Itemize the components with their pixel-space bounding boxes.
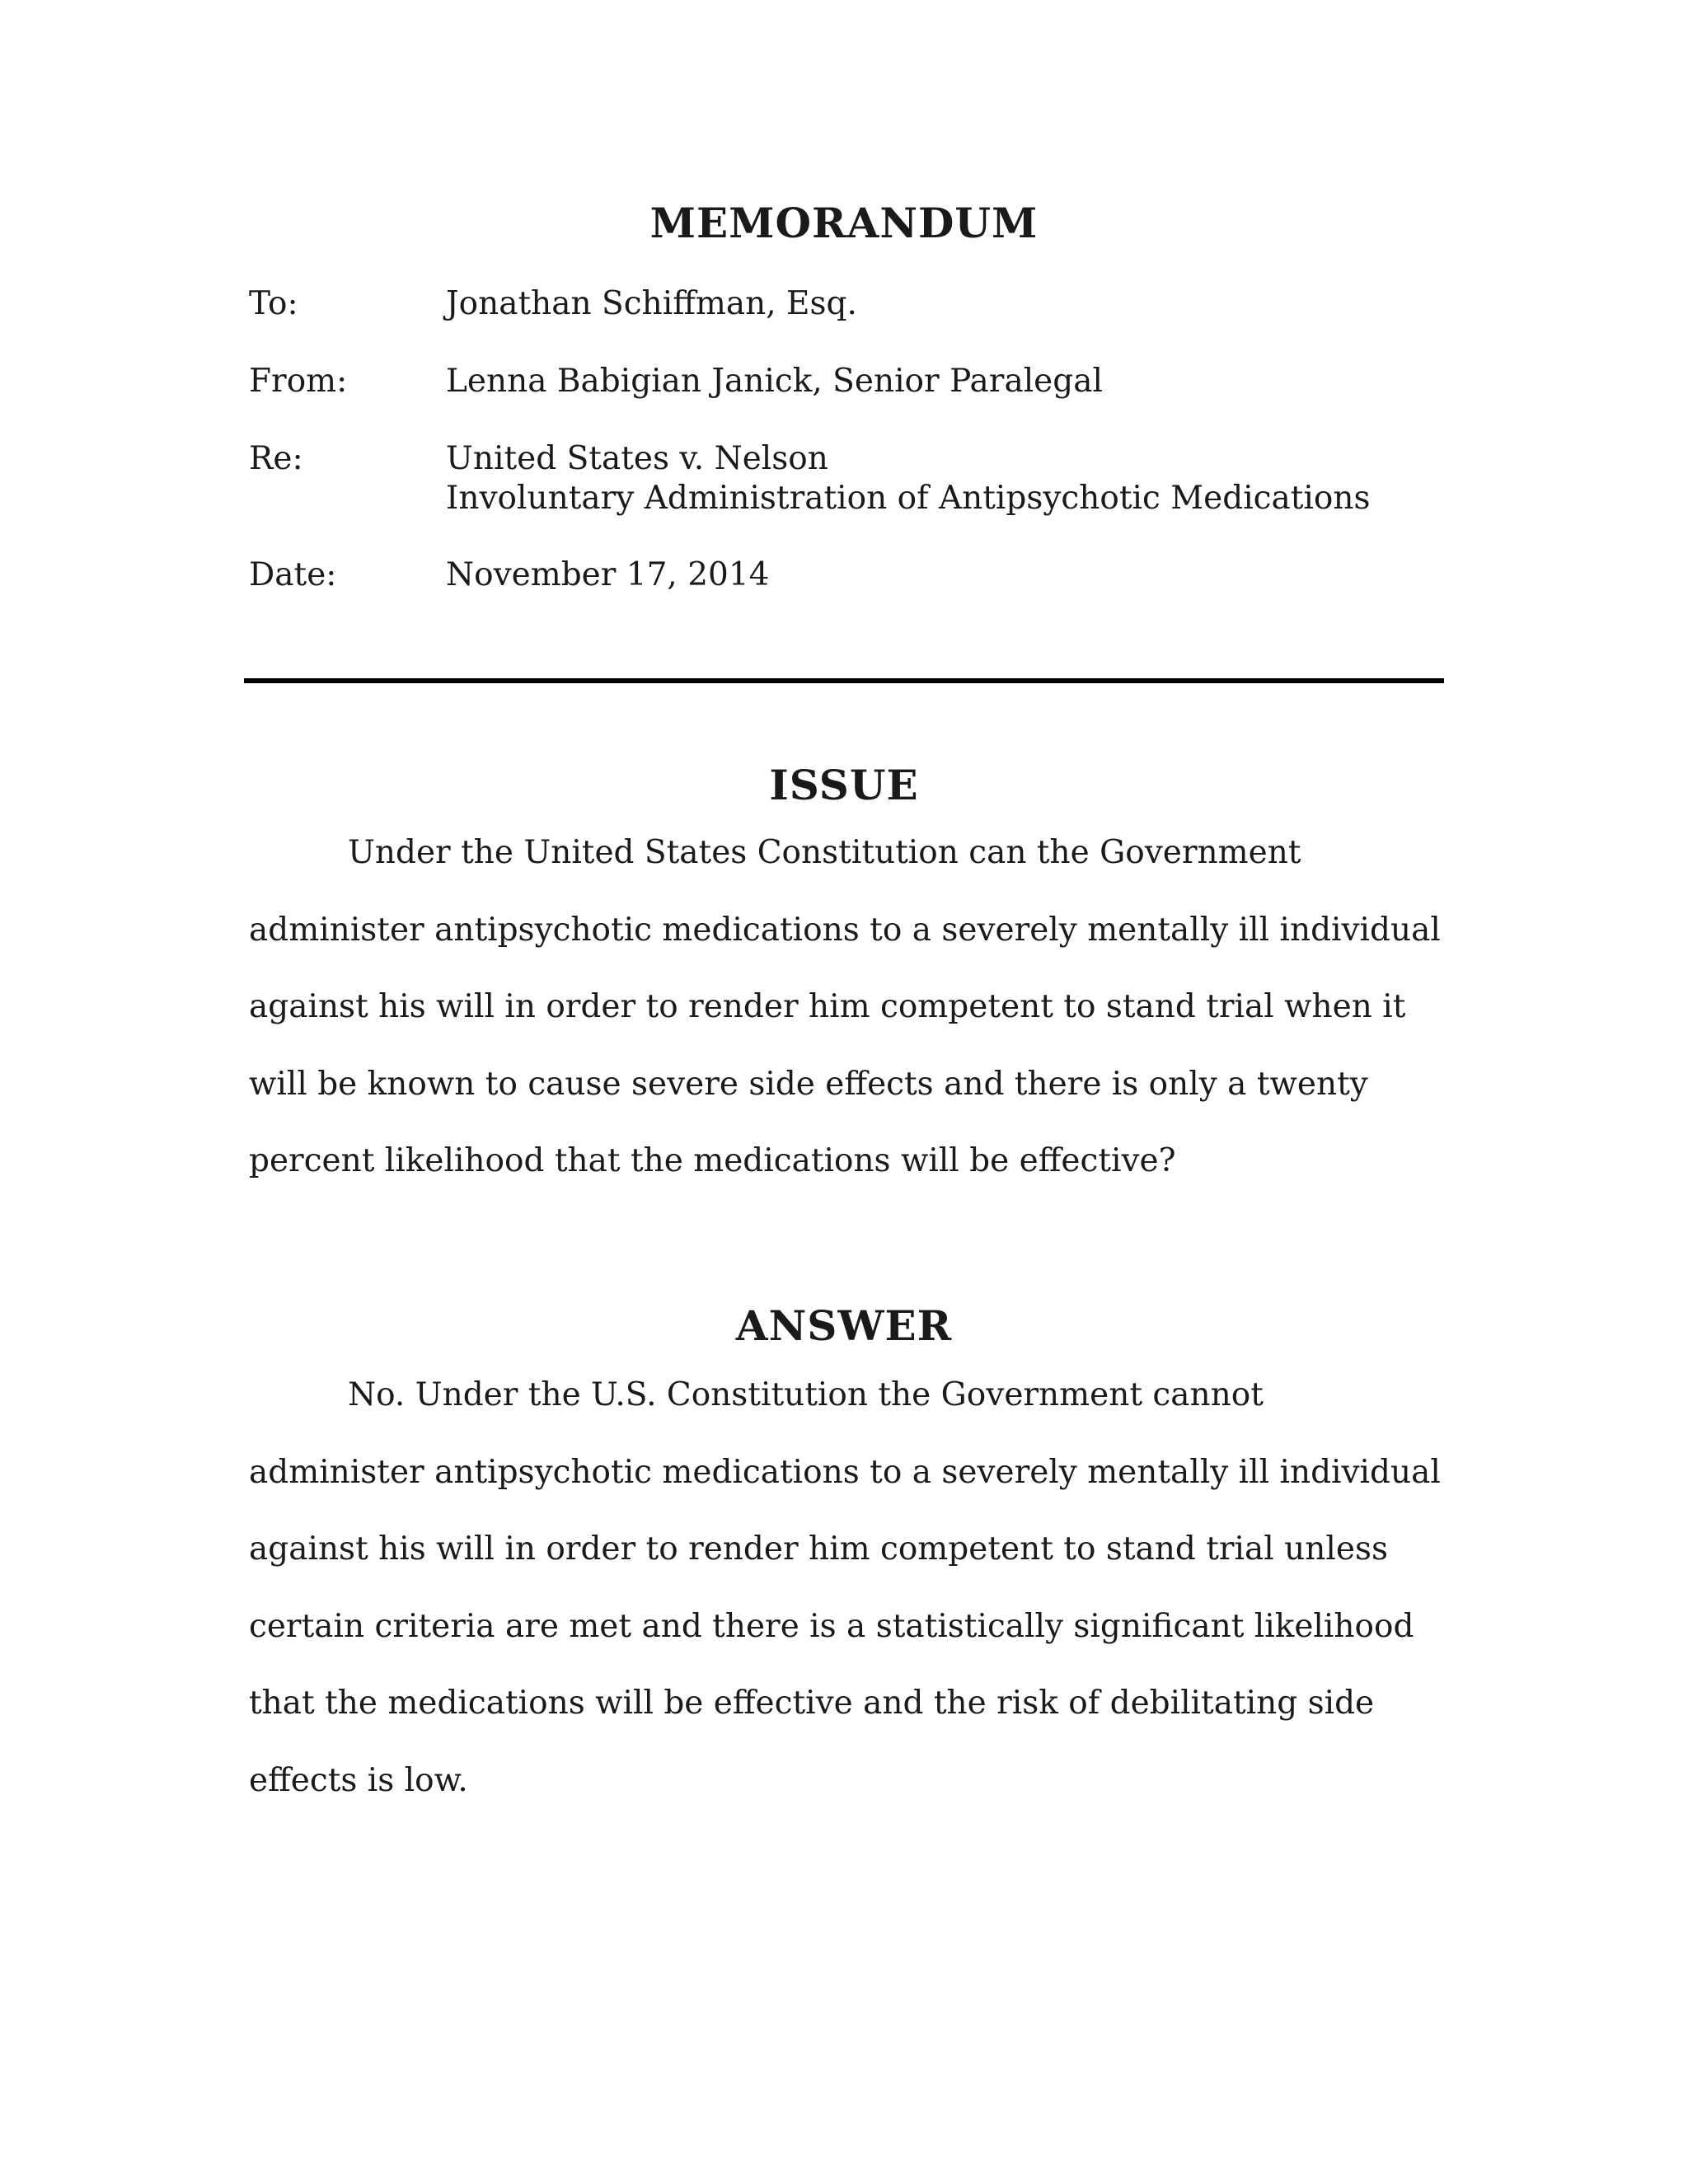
issue-line: administer antipsychotic medications to a severely mentally ill individual [249, 912, 1441, 949]
date-label: Date: [249, 556, 337, 593]
memo-title: MEMORANDUM [649, 199, 1039, 247]
issue-line: Under the United States Constitution can the Government [348, 834, 1301, 871]
header-divider [244, 678, 1444, 683]
issue-heading: ISSUE [769, 761, 919, 809]
re-value-line-2: Involuntary Administration of Antipsychotic Medications [446, 480, 1371, 517]
answer-line: certain criteria are met and there is a statistically significant likelihood [249, 1608, 1414, 1645]
issue-line: percent likelihood that the medications will be effective? [249, 1142, 1176, 1179]
answer-line: administer antipsychotic medications to a severely mentally ill individual [249, 1454, 1441, 1491]
answer-heading: ANSWER [735, 1301, 953, 1350]
from-value: Lenna Babigian Janick, Senior Paralegal [446, 363, 1103, 400]
answer-line: No. Under the U.S. Constitution the Government cannot [348, 1376, 1264, 1413]
from-label: From: [249, 363, 348, 400]
to-label: To: [249, 285, 298, 322]
re-label: Re: [249, 440, 303, 477]
date-value: November 17, 2014 [446, 556, 770, 593]
re-value-line-1: United States v. Nelson [446, 440, 828, 477]
answer-line: against his will in order to render him competent to stand trial unless [249, 1530, 1388, 1568]
to-value: Jonathan Schiffman, Esq. [446, 285, 857, 322]
answer-line: effects is low. [249, 1762, 468, 1799]
issue-line: against his will in order to render him competent to stand trial when it [249, 988, 1406, 1025]
issue-line: will be known to cause severe side effects and there is only a twenty [249, 1066, 1368, 1103]
answer-line: that the medications will be effective and the risk of debilitating side [249, 1685, 1375, 1722]
